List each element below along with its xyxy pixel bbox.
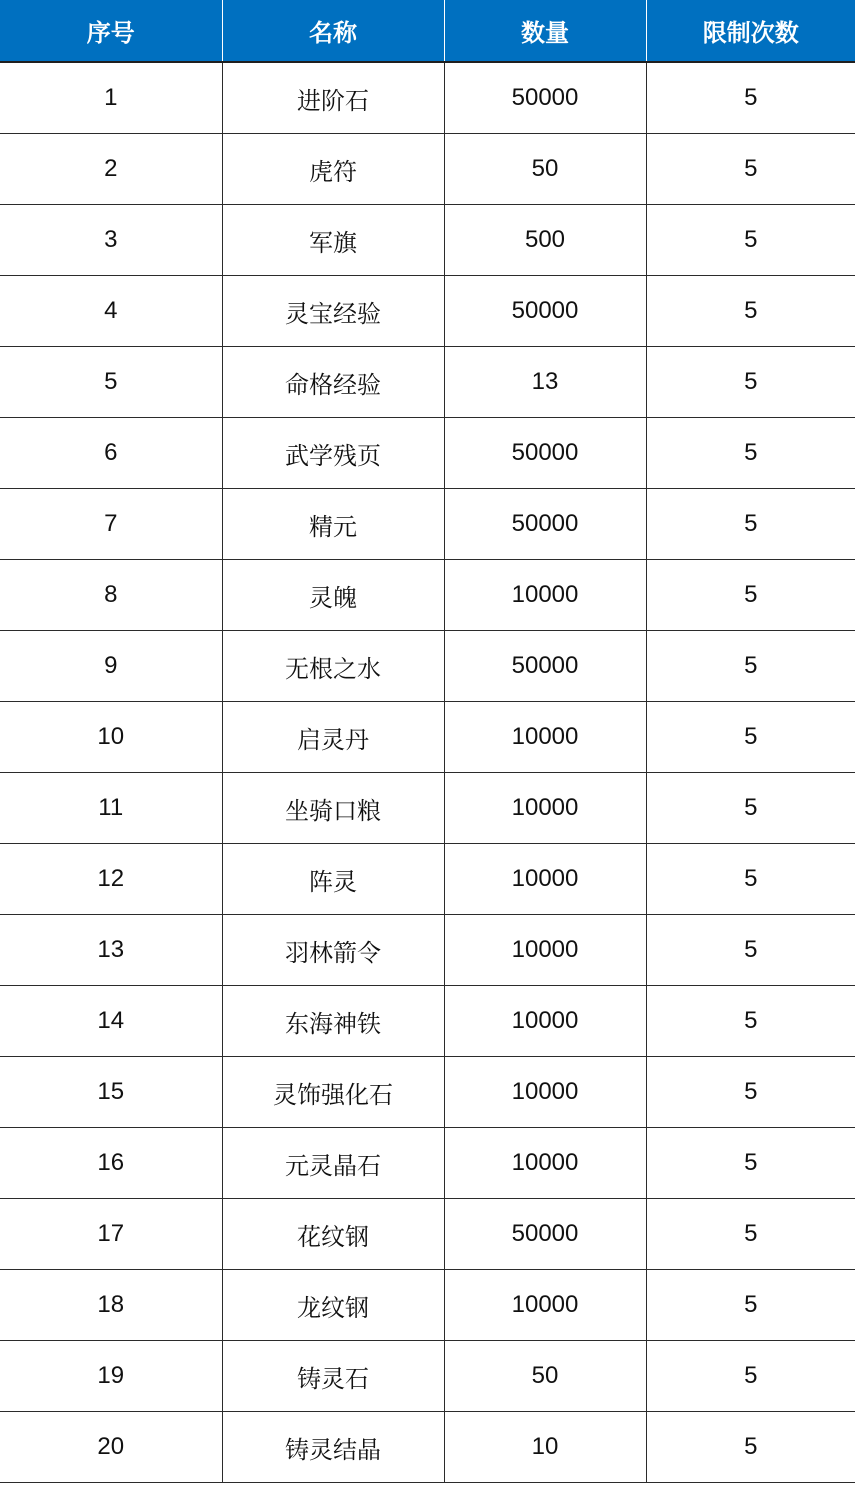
cell-index: 4 xyxy=(0,276,222,347)
cell-limit: 5 xyxy=(646,1057,855,1128)
cell-index: 17 xyxy=(0,1199,222,1270)
cell-quantity: 50000 xyxy=(444,62,646,134)
cell-quantity: 50000 xyxy=(444,418,646,489)
cell-limit: 5 xyxy=(646,560,855,631)
cell-quantity: 50 xyxy=(444,134,646,205)
cell-name: 虎符 xyxy=(222,134,444,205)
header-name: 名称 xyxy=(222,0,444,62)
cell-quantity: 10000 xyxy=(444,844,646,915)
cell-name: 灵饰强化石 xyxy=(222,1057,444,1128)
cell-quantity: 500 xyxy=(444,205,646,276)
cell-quantity: 50 xyxy=(444,1341,646,1412)
table-body xyxy=(0,62,855,1483)
cell-quantity: 50000 xyxy=(444,276,646,347)
cell-quantity: 10 xyxy=(444,1412,646,1483)
cell-limit: 5 xyxy=(646,844,855,915)
table-row xyxy=(0,1057,855,1128)
cell-index: 2 xyxy=(0,134,222,205)
cell-index: 18 xyxy=(0,1270,222,1341)
cell-index: 10 xyxy=(0,702,222,773)
cell-name: 启灵丹 xyxy=(222,702,444,773)
cell-limit: 5 xyxy=(646,773,855,844)
cell-quantity: 10000 xyxy=(444,773,646,844)
cell-quantity: 13 xyxy=(444,347,646,418)
cell-quantity: 10000 xyxy=(444,915,646,986)
cell-quantity: 10000 xyxy=(444,560,646,631)
table-row xyxy=(0,1341,855,1412)
cell-quantity: 10000 xyxy=(444,702,646,773)
table-row xyxy=(0,276,855,347)
header-quantity: 数量 xyxy=(444,0,646,62)
cell-name: 灵魄 xyxy=(222,560,444,631)
cell-index: 19 xyxy=(0,1341,222,1412)
cell-name: 龙纹钢 xyxy=(222,1270,444,1341)
header-index: 序号 xyxy=(0,0,222,62)
cell-limit: 5 xyxy=(646,915,855,986)
table-row xyxy=(0,915,855,986)
cell-name: 灵宝经验 xyxy=(222,276,444,347)
cell-name: 花纹钢 xyxy=(222,1199,444,1270)
cell-quantity: 50000 xyxy=(444,1199,646,1270)
cell-limit: 5 xyxy=(646,134,855,205)
cell-name: 精元 xyxy=(222,489,444,560)
table-row xyxy=(0,631,855,702)
table-row xyxy=(0,418,855,489)
cell-name: 军旗 xyxy=(222,205,444,276)
cell-quantity: 50000 xyxy=(444,489,646,560)
cell-index: 11 xyxy=(0,773,222,844)
cell-name: 武学残页 xyxy=(222,418,444,489)
cell-name: 命格经验 xyxy=(222,347,444,418)
cell-name: 阵灵 xyxy=(222,844,444,915)
cell-quantity: 50000 xyxy=(444,631,646,702)
cell-limit: 5 xyxy=(646,418,855,489)
cell-limit: 5 xyxy=(646,986,855,1057)
table-row xyxy=(0,134,855,205)
cell-limit: 5 xyxy=(646,1412,855,1483)
cell-index: 8 xyxy=(0,560,222,631)
table-row xyxy=(0,560,855,631)
cell-name: 元灵晶石 xyxy=(222,1128,444,1199)
table-row xyxy=(0,347,855,418)
table-row xyxy=(0,773,855,844)
cell-name: 坐骑口粮 xyxy=(222,773,444,844)
cell-limit: 5 xyxy=(646,1199,855,1270)
cell-index: 15 xyxy=(0,1057,222,1128)
cell-name: 铸灵石 xyxy=(222,1341,444,1412)
cell-name: 东海神铁 xyxy=(222,986,444,1057)
cell-limit: 5 xyxy=(646,1128,855,1199)
cell-quantity: 10000 xyxy=(444,986,646,1057)
table-row xyxy=(0,1128,855,1199)
cell-limit: 5 xyxy=(646,702,855,773)
cell-limit: 5 xyxy=(646,62,855,134)
cell-index: 9 xyxy=(0,631,222,702)
header-row xyxy=(0,0,855,62)
cell-name: 铸灵结晶 xyxy=(222,1412,444,1483)
cell-quantity: 10000 xyxy=(444,1057,646,1128)
table-row xyxy=(0,1270,855,1341)
cell-index: 16 xyxy=(0,1128,222,1199)
cell-name: 无根之水 xyxy=(222,631,444,702)
table-row xyxy=(0,1412,855,1483)
cell-limit: 5 xyxy=(646,489,855,560)
cell-limit: 5 xyxy=(646,631,855,702)
table-header xyxy=(0,0,855,62)
cell-limit: 5 xyxy=(646,205,855,276)
cell-index: 13 xyxy=(0,915,222,986)
cell-index: 5 xyxy=(0,347,222,418)
cell-index: 20 xyxy=(0,1412,222,1483)
table-row xyxy=(0,702,855,773)
cell-index: 7 xyxy=(0,489,222,560)
header-limit: 限制次数 xyxy=(646,0,855,62)
table-row xyxy=(0,489,855,560)
cell-name: 进阶石 xyxy=(222,62,444,134)
table-row xyxy=(0,1199,855,1270)
cell-index: 12 xyxy=(0,844,222,915)
cell-name: 羽林箭令 xyxy=(222,915,444,986)
cell-limit: 5 xyxy=(646,276,855,347)
cell-limit: 5 xyxy=(646,1270,855,1341)
table-row xyxy=(0,844,855,915)
cell-limit: 5 xyxy=(646,1341,855,1412)
table-row xyxy=(0,205,855,276)
cell-quantity: 10000 xyxy=(444,1270,646,1341)
table-row xyxy=(0,62,855,134)
cell-index: 3 xyxy=(0,205,222,276)
cell-index: 14 xyxy=(0,986,222,1057)
table-row xyxy=(0,986,855,1057)
cell-limit: 5 xyxy=(646,347,855,418)
cell-quantity: 10000 xyxy=(444,1128,646,1199)
cell-index: 6 xyxy=(0,418,222,489)
cell-index: 1 xyxy=(0,62,222,134)
